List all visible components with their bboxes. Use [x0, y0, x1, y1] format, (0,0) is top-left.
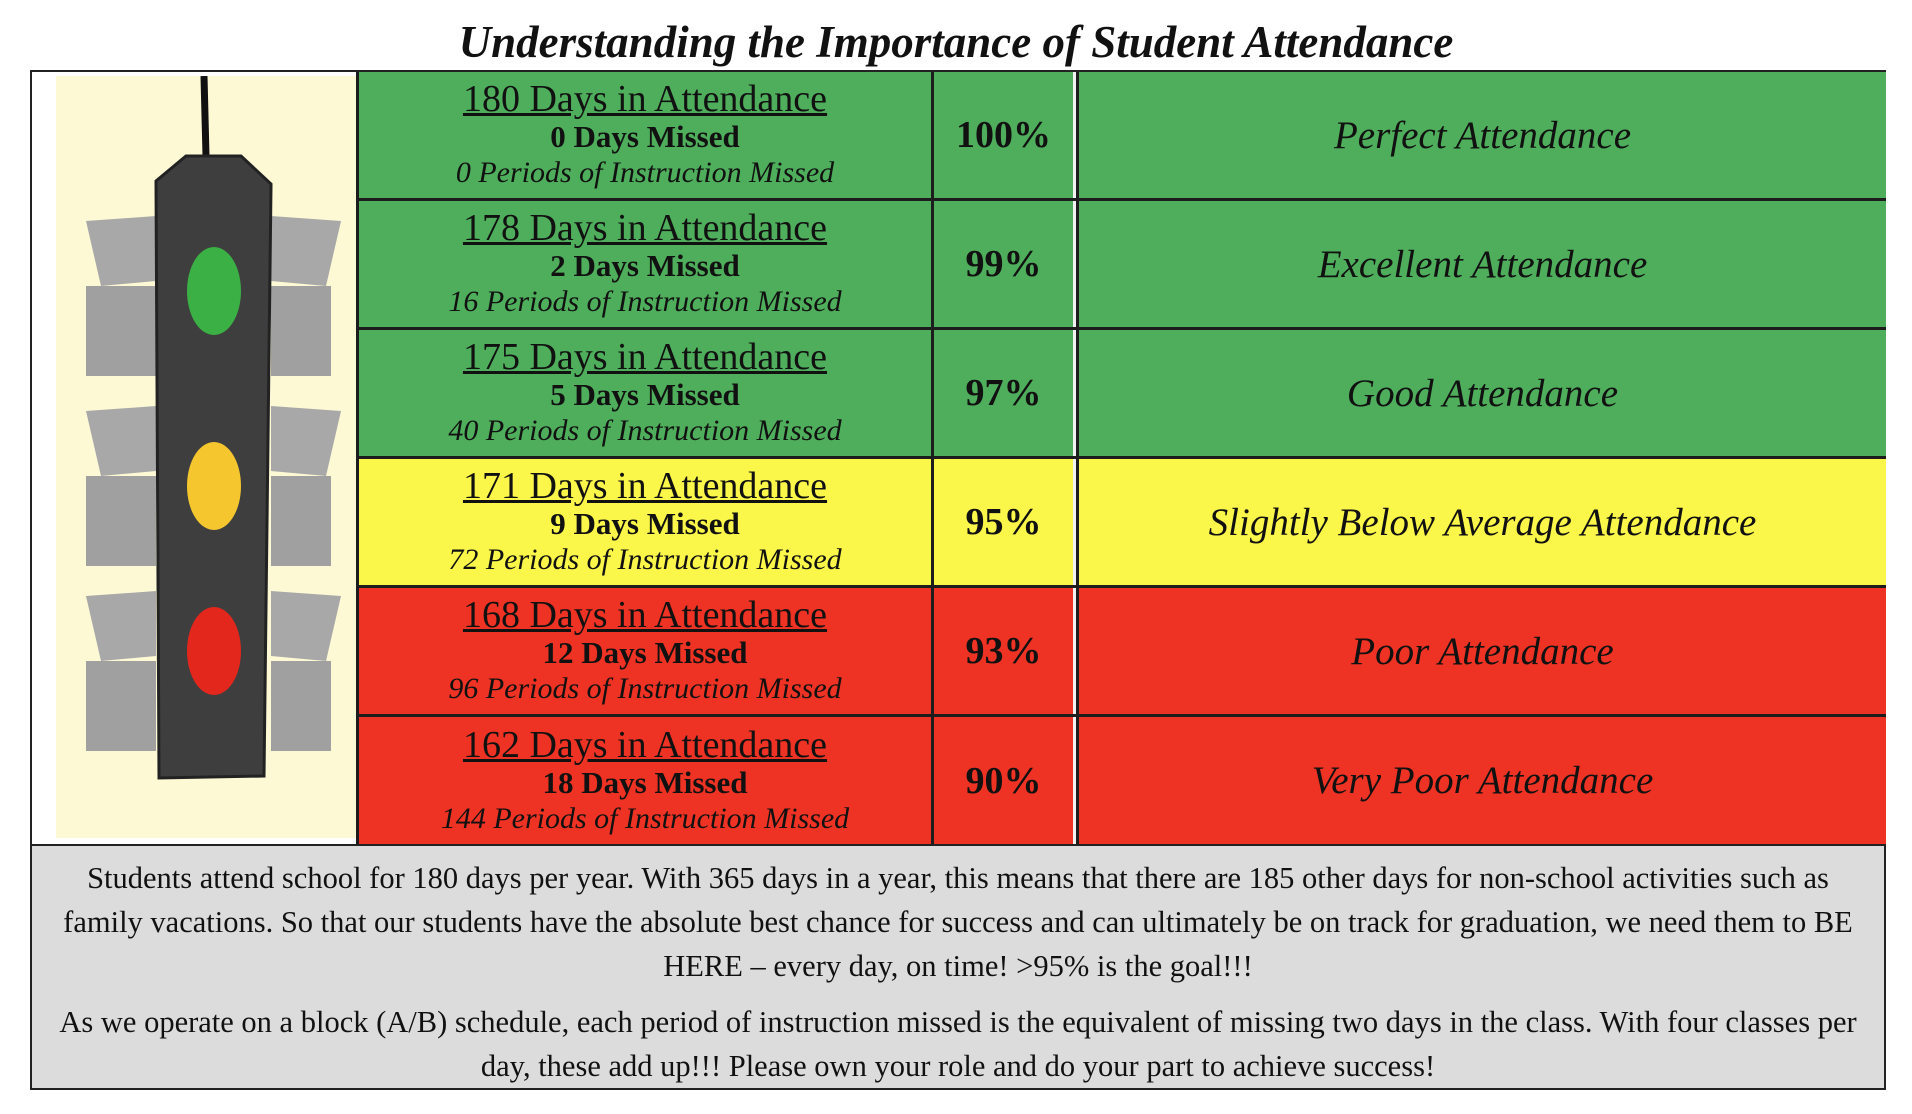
- days-in-attendance: 180 Days in Attendance: [462, 78, 828, 120]
- periods-missed: 96 Periods of Instruction Missed: [448, 672, 842, 705]
- attendance-details-cell: [356, 588, 931, 714]
- days-missed: 2 Days Missed: [550, 248, 740, 283]
- days-missed: 12 Days Missed: [542, 635, 748, 670]
- rating-cell: [1076, 588, 1886, 714]
- days-in-attendance: 168 Days in Attendance: [462, 594, 828, 636]
- note-paragraph-2: As we operate on a block (A/B) schedule, each period of instruction missed is the equivalent of missing two days in the class. With four classes per day, these add up!!! Please own your role and do your part to achieve success!: [59, 1005, 1857, 1083]
- attendance-percent: 93%: [965, 630, 1042, 672]
- periods-missed: 144 Periods of Instruction Missed: [440, 801, 850, 835]
- attendance-percent: 95%: [965, 501, 1042, 543]
- attendance-details-cell: [356, 459, 931, 585]
- attendance-rating: Excellent Attendance: [1317, 242, 1648, 286]
- attendance-rating: Very Poor Attendance: [1311, 759, 1654, 802]
- percent-cell: [931, 72, 1076, 198]
- attendance-details-cell: [356, 330, 931, 456]
- attendance-rating: Perfect Attendance: [1333, 113, 1632, 157]
- periods-missed: 72 Periods of Instruction Missed: [448, 543, 842, 576]
- attendance-grid: [356, 72, 1886, 844]
- days-in-attendance: 171 Days in Attendance: [462, 465, 828, 507]
- attendance-table: [30, 70, 1886, 1090]
- note-paragraph-1: Students attend school for 180 days per year. With 365 days in a year, this means that there are 185 other days for non-school activities such as family vacations. So that our students have the absolute best chance for success and can ultimately be on track for graduation, we need them to BE HERE – every day, on time! >95% is the goal!!!: [63, 861, 1853, 983]
- attendance-row: [356, 201, 1886, 330]
- days-in-attendance: 175 Days in Attendance: [462, 336, 828, 378]
- rating-cell: [1076, 201, 1886, 327]
- page-title: Understanding the Importance of Student Attendance: [458, 17, 1454, 67]
- days-missed: 18 Days Missed: [542, 764, 748, 800]
- attendance-row: [356, 330, 1886, 459]
- days-in-attendance: 162 Days in Attendance: [462, 723, 828, 766]
- attendance-percent: 100%: [956, 114, 1051, 156]
- days-missed: 9 Days Missed: [550, 506, 740, 541]
- rating-cell: [1076, 459, 1886, 585]
- periods-missed: 40 Periods of Instruction Missed: [448, 414, 842, 447]
- rating-cell: [1076, 717, 1886, 844]
- attendance-row: [356, 717, 1886, 844]
- attendance-note: [32, 844, 1884, 1088]
- attendance-percent: 90%: [965, 759, 1042, 802]
- attendance-row: [356, 459, 1886, 588]
- attendance-details-cell: [356, 717, 931, 844]
- days-missed: 0 Days Missed: [550, 119, 740, 154]
- attendance-row: [356, 72, 1886, 201]
- attendance-row: [356, 588, 1886, 717]
- rating-cell: [1076, 72, 1886, 198]
- percent-cell: [931, 330, 1076, 456]
- attendance-percent: 97%: [965, 372, 1042, 414]
- periods-missed: 0 Periods of Instruction Missed: [455, 156, 835, 189]
- days-in-attendance: 178 Days in Attendance: [462, 207, 828, 249]
- attendance-details-cell: [356, 72, 931, 198]
- attendance-details-cell: [356, 201, 931, 327]
- traffic-light-icon: [56, 76, 366, 838]
- attendance-rating: Slightly Below Average Attendance: [1208, 500, 1757, 544]
- periods-missed: 16 Periods of Instruction Missed: [448, 285, 842, 318]
- percent-cell: [931, 717, 1076, 844]
- attendance-rating: Poor Attendance: [1351, 629, 1614, 673]
- days-missed: 5 Days Missed: [550, 377, 740, 412]
- percent-cell: [931, 459, 1076, 585]
- attendance-rating: Good Attendance: [1346, 371, 1619, 415]
- percent-cell: [931, 201, 1076, 327]
- attendance-percent: 99%: [965, 243, 1042, 285]
- rating-cell: [1076, 330, 1886, 456]
- percent-cell: [931, 588, 1076, 714]
